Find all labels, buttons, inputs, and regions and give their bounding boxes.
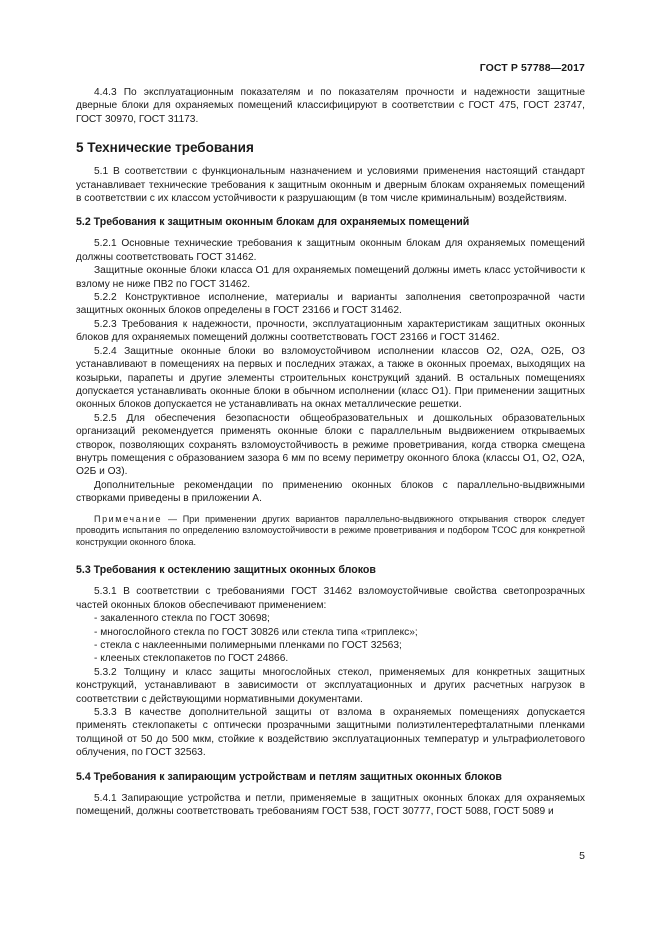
list-item: - стекла с наклеенными полимерными пленками по ГОСТ 32563; bbox=[94, 639, 402, 651]
note-label: Примечание bbox=[94, 513, 163, 524]
paragraph-4-4-3: 4.4.3 По эксплуатационным показателям и по показателям прочности и надежности защитные дверные блоки для охраняемых помещений классифицируют в соответствии с ГОСТ 475, ГОСТ 23747, ГОСТ 30970, ГОСТ 31173. bbox=[76, 87, 585, 125]
paragraph-5-3-1: 5.3.1 В соответствии с требованиями ГОСТ 31462 взломоустойчивые свойства светопрозрачных частей оконных блоков обеспечивают применением: bbox=[76, 586, 585, 611]
paragraph-5-2-5-recommendations: Дополнительные рекомендации по применению оконных блоков с параллельно-выдвижными створками приведены в приложении А. bbox=[76, 479, 585, 505]
section-5-heading: 5 Технические требования bbox=[76, 140, 254, 156]
page-number: 5 bbox=[579, 850, 585, 862]
paragraph-5-2-2: 5.2.2 Конструктивное исполнение, материалы и варианты заполнения светопрозрачной части защитных оконных блоков определены в ГОСТ 23166 и ГОСТ 31462. bbox=[76, 292, 585, 317]
paragraph-5-2-1-class: Защитные оконные блоки класса О1 для охраняемых помещений должны иметь класс устойчивости к взлому не ниже ПВ2 по ГОСТ 31462. bbox=[76, 265, 585, 290]
list-item: - закаленного стекла по ГОСТ 30698; bbox=[94, 613, 270, 625]
paragraph-5-2-1: 5.2.1 Основные технические требования к защитным оконным блокам для охраняемых помещений должны соответствовать ГОСТ 31462. bbox=[76, 238, 585, 263]
paragraph-5-4-1: 5.4.1 Запирающие устройства и петли, применяемые в защитных оконных блоках для охраняемых помещений, должны соответствовать требованиям ГОСТ 538, ГОСТ 30777, ГОСТ 5088, ГОСТ 5089 и bbox=[76, 792, 585, 818]
paragraph-5-2-3: 5.2.3 Требования к надежности, прочности, эксплуатационным характеристикам защитных оконных блоков для охраняемых помещений должны соответствовать ГОСТ 23166 и ГОСТ 31462. bbox=[76, 318, 585, 344]
section-5-4-heading: 5.4 Требования к запирающим устройствам и петлям защитных оконных блоков bbox=[76, 770, 502, 783]
note-text: — При применении других вариантов параллельно-выдвижного открывания створок следует проводить испытания по определению взломоустойчивости в режиме проветривания и подбором ТСОС для конкретной конструкции оконного блока. bbox=[76, 513, 585, 547]
section-5-3-heading: 5.3 Требования к остеклению защитных оконных блоков bbox=[76, 564, 376, 577]
document-id-header: ГОСТ Р 57788—2017 bbox=[479, 62, 585, 74]
list-item: - клееных стеклопакетов по ГОСТ 24866. bbox=[94, 653, 289, 665]
paragraph-5-2-5: 5.2.5 Для обеспечения безопасности общеобразовательных и дошкольных образовательных организаций рекомендуется применять оконные блоки с параллельным выдвижением открываемых створок, позволяющих сохранять взломоустойчивость в режиме проветривания, когда створка смещена внутрь помещения с образованием зазора 6 мм по всему периметру оконного блока (классы О1, О2, О2А, О2Б и О3). bbox=[76, 412, 585, 478]
note bbox=[76, 514, 585, 549]
paragraph-5-1: 5.1 В соответствии с функциональным назначением и условиями применения настоящий стандарт устанавливает технические требования к защитным оконным и дверным блокам охраняемых помещений в соответствии с их классом устойчивости к разрушающим (в том числе криминальным) воздействиям. bbox=[76, 166, 585, 205]
page-content bbox=[76, 86, 585, 818]
paragraph-5-3-3: 5.3.3 В качестве дополнительной защиты от взлома в охраняемых помещениях допускается применять стеклопакеты с оптически прозрачными защитными полиэтилентерефталатными пленками толщиной от 50 до 500 мкм, стойкие к воздействию эксплуатационных температур и ультрафиолетового облучения, по ГОСТ 32563. bbox=[76, 707, 585, 759]
section-5-2-heading: 5.2 Требования к защитным оконным блокам для охраняемых помещений bbox=[76, 216, 470, 229]
paragraph-5-3-2: 5.3.2 Толщину и класс защиты многослойных стекол, применяемых для конкретных защитных конструкций, устанавливают в зависимости от эксплуатационных и других расчетных нагрузок в соответствии с действующими нормативными документами. bbox=[76, 666, 585, 705]
paragraph-5-2-4: 5.2.4 Защитные оконные блоки во взломоустойчивом исполнении классов О2, О2А, О2Б, О3 устанавливают в помещениях на первых и последних этажах, а также в оконных проемах, выходящих на козырьки, парапеты и другие элементы строительных конструкций зданий. В остальных помещениях допускается устанавливать оконные блоки в обычном исполнении (класс О1). При применении защитных оконных блоков допускается не устанавливать на окнах металлические решетки. bbox=[76, 345, 585, 411]
list-item: - многослойного стекла по ГОСТ 30826 или стекла типа «триплекс»; bbox=[94, 626, 418, 638]
